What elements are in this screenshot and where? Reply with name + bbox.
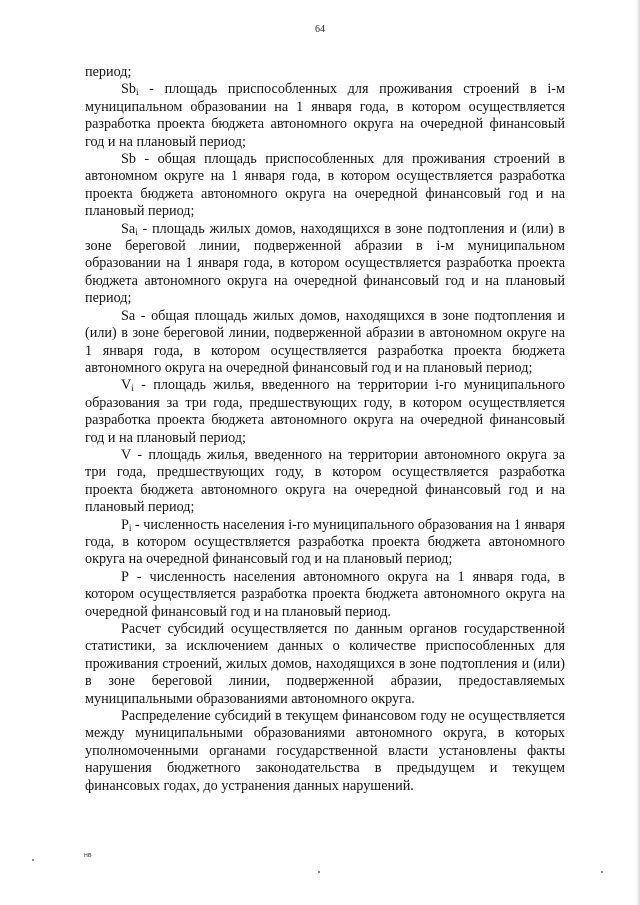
- paragraph-3-symbol: $Sa_i$: [121, 220, 138, 237]
- paragraph-1-text: - площадь приспособленных для проживания строений в i-м муниципальном образовании на 1 января года, в котором осуществляется разработка проекта бюджета автономного округа на очередной финансовый год и на плановый период;: [85, 81, 565, 150]
- paragraph-0: [85, 64, 565, 81]
- paragraph-5-text: - площадь жилья, введенного на территории i-го муниципального образования за три года, предшествующих году, в котором осуществляется разработка проекта бюджета автономного округа на очередной финансовый год и на плановый период;: [85, 377, 565, 446]
- paragraph-7-symbol: $P_i$: [121, 516, 132, 533]
- paragraph-4-symbol: Sa: [121, 307, 136, 324]
- paragraph-8-text: - численность населения автономного округа на 1 января года, в котором осуществляется разработка проекта бюджета автономного округа на очередной финансовый год и на плановый период.: [85, 568, 565, 620]
- paragraph-1-symbol: $Sb_i$: [121, 81, 139, 98]
- paragraph-5-symbol: $V_i$: [121, 377, 134, 394]
- paragraph-6-text: - площадь жилья, введенного на территории автономного округа за три года, предшествующих году, в котором осуществляется разработка проекта бюджета автономного округа на очередной финансовый год и на плановый период;: [85, 446, 565, 516]
- scan-speck: [318, 871, 320, 873]
- paragraph-8: [85, 569, 565, 621]
- paragraph-6-symbol: V: [121, 446, 132, 463]
- paragraph-2: [85, 151, 565, 221]
- paragraph-3: [85, 221, 565, 308]
- paragraph-7: [85, 517, 565, 569]
- paragraph-8-symbol: P: [121, 568, 129, 585]
- paragraph-9: [85, 621, 565, 708]
- paragraph-6: [85, 447, 565, 517]
- paragraph-10: [85, 708, 565, 795]
- scan-speck: [601, 871, 603, 873]
- paragraph-0-text: период;: [85, 64, 132, 80]
- page-number: 64: [315, 24, 325, 35]
- paragraph-7-text: - численность населения i-го муниципального образования на 1 января года, в котором осуществляется разработка проекта бюджета автономного округа на очередной финансовый год и на плановый период;: [85, 516, 565, 568]
- paragraph-1: [85, 81, 565, 151]
- scan-speck: [32, 859, 34, 861]
- footer-mark: нв: [84, 852, 92, 859]
- paragraph-2-symbol: Sb: [121, 151, 136, 168]
- page-body: [85, 64, 565, 795]
- paragraph-9-text: Расчет субсидий осуществляется по данным органов государственной статистики, за исключением данных о количестве приспособленных для проживания строений, жилых домов, находящихся в зоне подтопления и (или) в зоне береговой линии, подверженной абразии, предоставляемых муниципальными образованиями автономного округа.: [85, 621, 565, 707]
- paragraph-5: [85, 377, 565, 447]
- paragraph-4: [85, 308, 565, 378]
- scan-edge-shadow: [636, 0, 640, 905]
- paragraph-3-text: - площадь жилых домов, находящихся в зоне подтопления и (или) в зоне береговой линии, подверженной абразии в i-м муниципальном образовании на 1 января года, в котором осуществляется разработка проекта бюджета автономного округа на очередной финансовый год и на плановый период;: [85, 220, 565, 307]
- paragraph-2-text: - общая площадь приспособленных для проживания строений в автономном округе на 1 января года, в котором осуществляется разработка проекта бюджета автономного округа на очередной финансовый год и на плановый период;: [85, 151, 565, 220]
- paragraph-10-text: Распределение субсидий в текущем финансовом году не осуществляется между муниципальными образованиями автономного округа, в которых уполномоченными органами государственной власти установлены факты нарушения бюджетного законодательства в предыдущем и текущем финансовых годах, до устранения данных нарушений.: [85, 708, 565, 794]
- paragraph-4-text: - общая площадь жилых домов, находящихся в зоне подтопления и (или) в зоне береговой линии, подверженной абразии в автономном округе на 1 января года, в котором осуществляется разработка проекта бюджета автономного округа на очередной финансовый год и на плановый период;: [85, 307, 565, 376]
